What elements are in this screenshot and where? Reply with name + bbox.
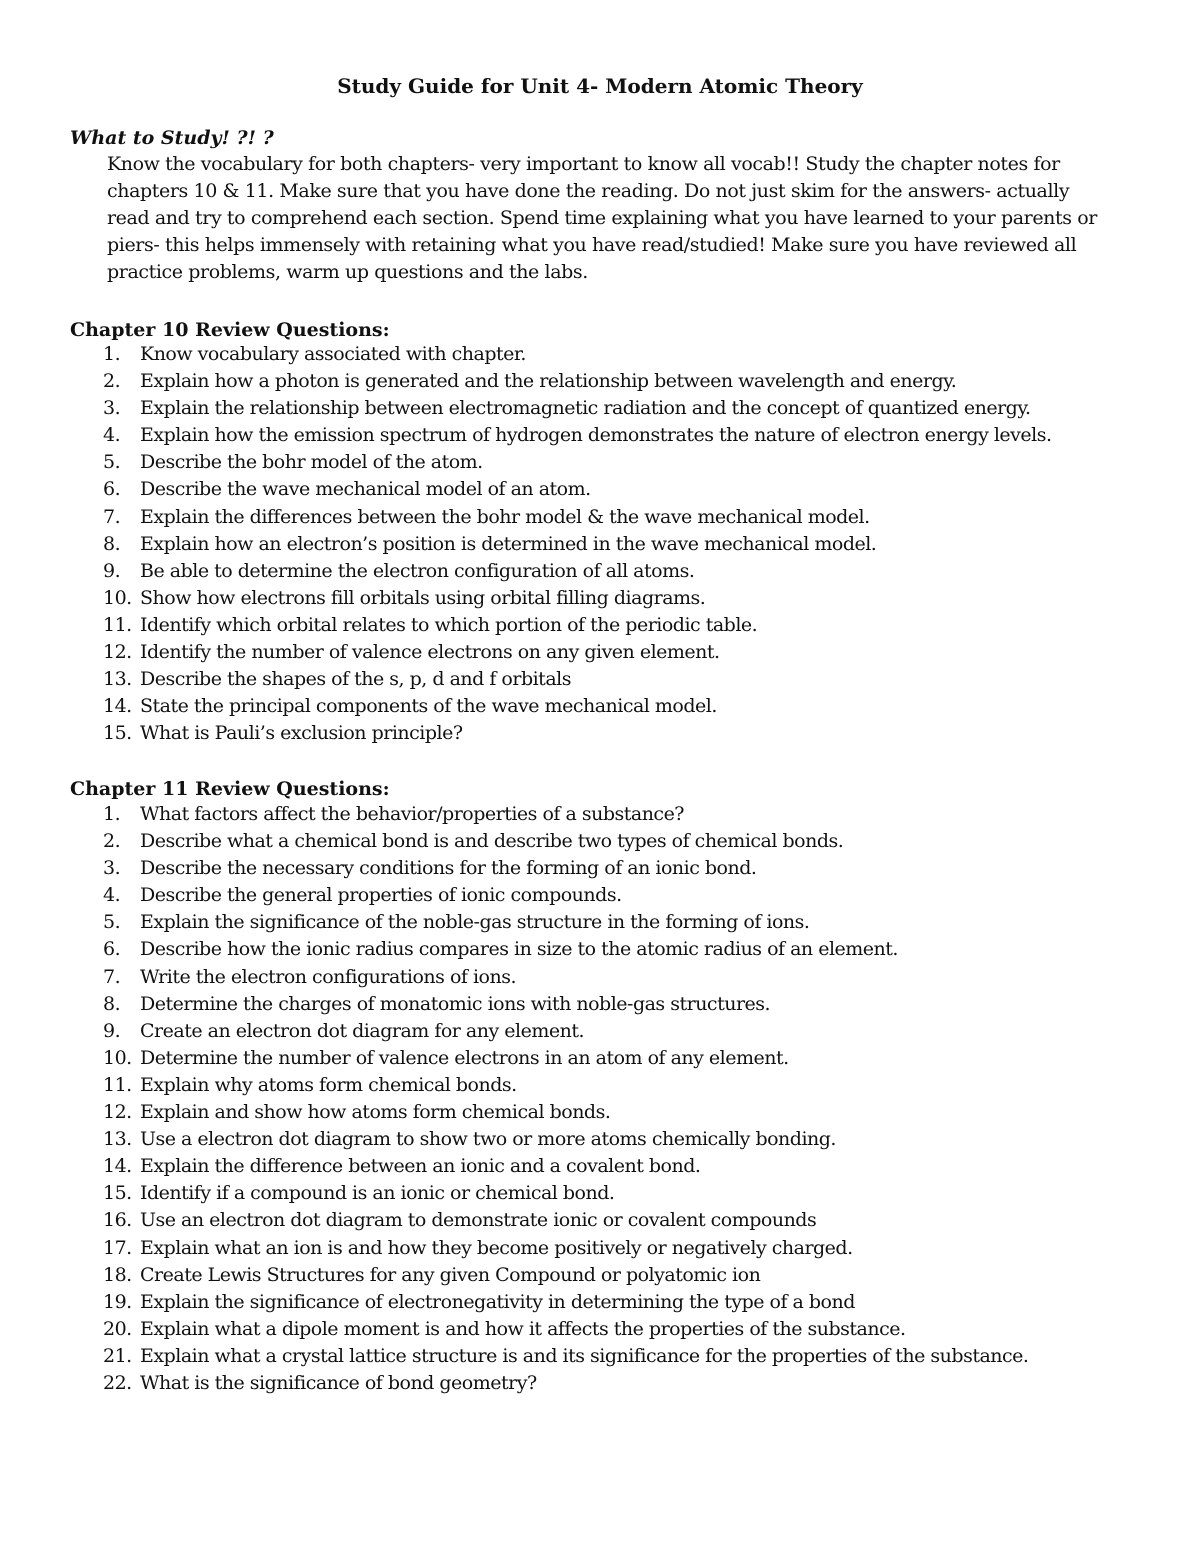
question-text: Determine the charges of monatomic ions with noble-gas structures. [140, 992, 771, 1015]
question-text: Explain how the emission spectrum of hydrogen demonstrates the nature of electron energy levels. [140, 424, 1052, 447]
question-item [103, 909, 1028, 936]
question-item [103, 1099, 1028, 1126]
question-number: 4. [103, 884, 121, 907]
question-number: 7. [103, 965, 121, 988]
what-to-study-paragraph: Know the vocabulary for both chapters- very important to know all vocab!! Study the chapter notes for chapters 10 & 11. Make sure that you have done the reading. Do not just skim for the answers- actually read and try to comprehend each section. Spend time explaining what you have learned to your parents or piers- this helps immensely with retaining what you have read/studied! Make sure you have reviewed all practice problems, warm up questions and the labs. [107, 153, 1097, 283]
question-item [103, 531, 1052, 558]
question-text: Explain how a photon is generated and the relationship between wavelength and energy. [140, 370, 957, 393]
question-number: 2. [103, 370, 121, 393]
question-number: 6. [103, 478, 121, 501]
question-item [103, 558, 1052, 585]
question-text: Explain what a dipole moment is and how it affects the properties of the substance. [140, 1317, 906, 1340]
question-item [103, 1316, 1028, 1343]
chapter-11-question-list [103, 801, 1028, 1397]
question-item [103, 964, 1028, 991]
question-item [103, 341, 1052, 368]
question-text: Describe how the ionic radius compares in size to the atomic radius of an element. [140, 938, 898, 961]
question-text: Create an electron dot diagram for any element. [140, 1019, 584, 1042]
question-number: 12. [103, 641, 132, 664]
question-item [103, 368, 1052, 395]
question-item [103, 504, 1052, 531]
question-item [103, 1370, 1028, 1397]
question-item [103, 828, 1028, 855]
question-text: Describe the general properties of ionic compounds. [140, 884, 622, 907]
question-text: Describe the wave mechanical model of an atom. [140, 478, 591, 501]
question-item [103, 720, 1052, 747]
question-item [103, 1262, 1028, 1289]
question-number: 17. [103, 1236, 132, 1259]
question-item [103, 1207, 1028, 1234]
question-item [103, 639, 1052, 666]
question-number: 5. [103, 451, 121, 474]
question-number: 18. [103, 1263, 132, 1286]
question-number: 10. [103, 586, 132, 609]
question-number: 16. [103, 1209, 132, 1232]
question-number: 22. [103, 1371, 132, 1394]
document-title: Study Guide for Unit 4- Modern Atomic Theory [337, 74, 863, 98]
question-number: 15. [103, 1182, 132, 1205]
question-number: 15. [103, 722, 132, 745]
question-item [103, 422, 1052, 449]
question-number: 5. [103, 911, 121, 934]
question-item [103, 395, 1052, 422]
question-item [103, 1343, 1028, 1370]
question-item [103, 882, 1028, 909]
question-text: Describe what a chemical bond is and describe two types of chemical bonds. [140, 830, 844, 853]
question-text: Explain how an electron’s position is determined in the wave mechanical model. [140, 532, 877, 555]
question-item [103, 991, 1028, 1018]
question-number: 3. [103, 397, 121, 420]
question-item [103, 1072, 1028, 1099]
question-number: 20. [103, 1317, 132, 1340]
question-number: 3. [103, 857, 121, 880]
question-item [103, 1126, 1028, 1153]
question-number: 11. [103, 1073, 132, 1096]
question-item [103, 1153, 1028, 1180]
chapter-10-question-list [103, 341, 1052, 747]
question-text: Determine the number of valence electrons in an atom of any element. [140, 1046, 789, 1069]
question-text: What factors affect the behavior/properties of a substance? [140, 803, 684, 825]
question-text: Explain the significance of electronegativity in determining the type of a bond [140, 1290, 855, 1313]
question-number: 14. [103, 1155, 132, 1178]
question-item [103, 855, 1028, 882]
question-text: Describe the bohr model of the atom. [140, 451, 483, 474]
question-item [103, 693, 1052, 720]
question-text: State the principal components of the wave mechanical model. [140, 695, 717, 718]
question-item [103, 801, 1028, 828]
question-number: 13. [103, 668, 132, 691]
question-item [103, 612, 1052, 639]
question-number: 7. [103, 505, 121, 528]
question-text: What is Pauli’s exclusion principle? [140, 722, 463, 745]
question-text: What is the significance of bond geometry? [140, 1371, 537, 1394]
question-text: Write the electron configurations of ions. [140, 965, 517, 988]
question-number: 8. [103, 992, 121, 1015]
question-text: Describe the shapes of the s, p, d and f orbitals [140, 668, 571, 691]
question-text: Describe the necessary conditions for the forming of an ionic bond. [140, 857, 757, 880]
question-text: Use an electron dot diagram to demonstrate ionic or covalent compounds [140, 1209, 817, 1232]
question-item [103, 936, 1028, 963]
question-text: Explain and show how atoms form chemical bonds. [140, 1101, 611, 1124]
question-text: Know vocabulary associated with chapter. [140, 343, 526, 365]
question-item [103, 666, 1052, 693]
question-item [103, 585, 1052, 612]
question-number: 19. [103, 1290, 132, 1313]
question-number: 14. [103, 695, 132, 718]
question-number: 8. [103, 532, 121, 555]
question-number: 13. [103, 1128, 132, 1151]
question-text: Identify which orbital relates to which portion of the periodic table. [140, 613, 758, 636]
question-number: 1. [103, 343, 121, 365]
question-text: Be able to determine the electron configuration of all atoms. [140, 559, 695, 582]
chapter-10-heading: Chapter 10 Review Questions: [70, 319, 390, 341]
question-item [103, 1045, 1028, 1072]
question-text: Explain what an ion is and how they become positively or negatively charged. [140, 1236, 853, 1259]
question-item [103, 1018, 1028, 1045]
question-text: Explain the difference between an ionic and a covalent bond. [140, 1155, 701, 1178]
question-text: Identify the number of valence electrons on any given element. [140, 641, 720, 664]
question-text: Show how electrons fill orbitals using orbital filling diagrams. [140, 586, 706, 609]
question-text: Use a electron dot diagram to show two or more atoms chemically bonding. [140, 1128, 836, 1151]
question-item [103, 449, 1052, 476]
question-number: 2. [103, 830, 121, 853]
question-number: 9. [103, 1019, 121, 1042]
question-text: Explain the differences between the bohr model & the wave mechanical model. [140, 505, 870, 528]
question-number: 10. [103, 1046, 132, 1069]
question-number: 12. [103, 1101, 132, 1124]
question-text: Identify if a compound is an ionic or chemical bond. [140, 1182, 615, 1205]
question-number: 6. [103, 938, 121, 961]
question-number: 11. [103, 613, 132, 636]
question-text: Explain what a crystal lattice structure is and its significance for the properties of the substance. [140, 1344, 1029, 1367]
question-number: 4. [103, 424, 121, 447]
question-text: Explain the significance of the noble-gas structure in the forming of ions. [140, 911, 810, 934]
question-item [103, 1289, 1028, 1316]
question-number: 21. [103, 1344, 132, 1367]
what-to-study-heading: What to Study! ?! ? [70, 127, 274, 149]
question-number: 1. [103, 803, 121, 825]
question-item [103, 1235, 1028, 1262]
question-text: Explain the relationship between electromagnetic radiation and the concept of quantized energy. [140, 397, 1031, 420]
question-item [103, 476, 1052, 503]
question-text: Create Lewis Structures for any given Compound or polyatomic ion [140, 1263, 761, 1286]
question-item [103, 1180, 1028, 1207]
question-text: Explain why atoms form chemical bonds. [140, 1073, 517, 1096]
chapter-11-heading: Chapter 11 Review Questions: [70, 778, 390, 800]
question-number: 9. [103, 559, 121, 582]
